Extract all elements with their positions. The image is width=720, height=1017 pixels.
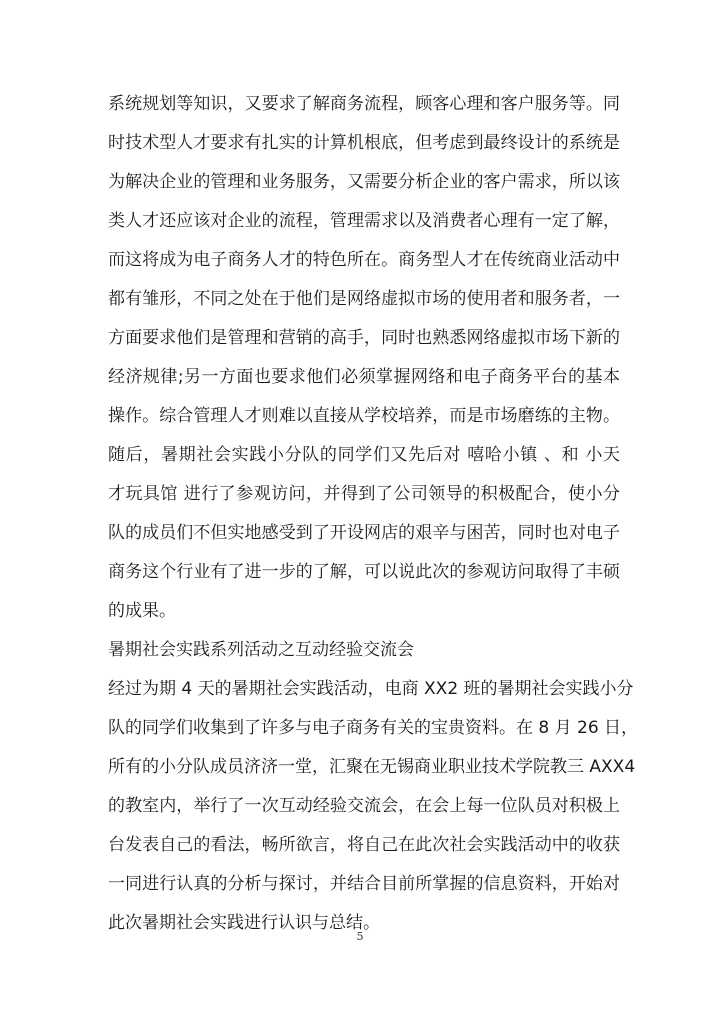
body-text-line: 的成果。 xyxy=(108,601,176,621)
body-text-line: 经济规律;另一方面也要求他们必须掌握网络和电子商务平台的基本 xyxy=(108,367,620,387)
body-text-line: 系统规划等知识，又要求了解商务流程，顾客心理和客户服务等。同 xyxy=(108,94,620,114)
body-text-line: 经过为期 4 天的暑期社会实践活动，电商 XX2 班的暑期社会实践小分 xyxy=(108,679,634,699)
body-text-line: 队的成员们不但实地感受到了开设网店的艰辛与困苦，同时也对电子 xyxy=(108,523,620,543)
body-text-line: 时技术型人才要求有扎实的计算机根底，但考虑到最终设计的系统是 xyxy=(108,133,620,153)
body-text-line: 的教室内，举行了一次互动经验交流会，在会上每一位队员对积极上 xyxy=(108,796,620,816)
body-text-line: 为解决企业的管理和业务服务，又需要分析企业的客户需求，所以该 xyxy=(108,172,620,192)
body-text-line: 此次暑期社会实践进行认识与总结。 xyxy=(108,913,380,933)
body-text-line: 台发表自己的看法，畅所欲言，将自己在此次社会实践活动中的收获 xyxy=(108,835,620,855)
body-text-line: 类人才还应该对企业的流程，管理需求以及消费者心理有一定了解， xyxy=(108,211,620,231)
body-text-line: 所有的小分队成员济济一堂，汇聚在无锡商业职业技术学院教三 AXX4 xyxy=(108,757,636,777)
section-heading: 暑期社会实践系列活动之互动经验交流会 xyxy=(108,640,414,660)
body-text-line: 而这将成为电子商务人才的特色所在。商务型人才在传统商业活动中 xyxy=(108,250,620,270)
body-text-line: 都有雏形，不同之处在于他们是网络虚拟市场的使用者和服务者，一 xyxy=(108,289,620,309)
body-text-line: 操作。综合管理人才则难以直接从学校培养，而是市场磨练的主物。 xyxy=(108,406,620,426)
body-text-line: 一同进行认真的分析与探讨，并结合目前所掌握的信息资料，开始对 xyxy=(108,874,620,894)
body-text-line: 随后，暑期社会实践小分队的同学们又先后对 嘻哈小镇 、和 小天 xyxy=(108,445,620,465)
page-number: 5 xyxy=(356,930,364,943)
body-text-line: 商务这个行业有了进一步的了解，可以说此次的参观访问取得了丰硕 xyxy=(108,562,620,582)
body-text-line: 方面要求他们是管理和营销的高手，同时也熟悉网络虚拟市场下新的 xyxy=(108,328,620,348)
body-text-line: 队的同学们收集到了许多与电子商务有关的宝贵资料。在 8 月 26 日， xyxy=(108,718,639,738)
body-text-line: 才玩具馆 进行了参观访问，并得到了公司领导的积极配合，使小分 xyxy=(108,484,620,504)
